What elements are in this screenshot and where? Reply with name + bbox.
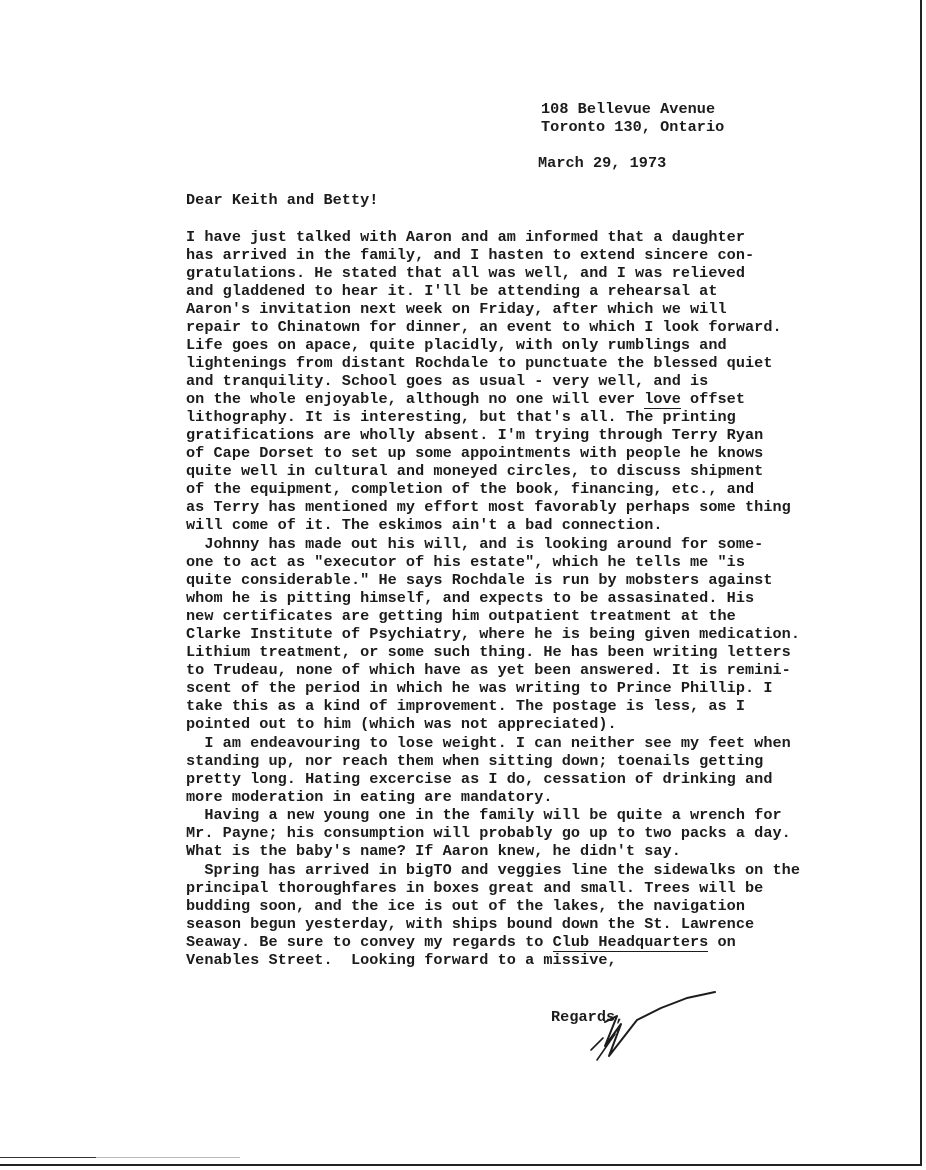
body-line: season begun yesterday, with ships bound down the St. Lawrence bbox=[186, 915, 755, 933]
body-line: more moderation in eating are mandatory. bbox=[186, 788, 553, 806]
body-line: to Trudeau, none of which have as yet been answered. It is remini- bbox=[186, 661, 791, 679]
body-line-text: Seaway. Be sure to convey my regards to bbox=[186, 933, 553, 951]
body-line: and gladdened to hear it. I'll be attending a rehearsal at bbox=[186, 282, 718, 300]
body-line: as Terry has mentioned my effort most favorably perhaps some thing bbox=[186, 498, 791, 516]
body-line: will come of it. The eskimos ain't a bad connection. bbox=[186, 516, 663, 534]
underlined-word: love bbox=[644, 390, 681, 408]
body-line: Having a new young one in the family will be quite a wrench for bbox=[186, 806, 782, 824]
body-line: lithography. It is interesting, but that's all. The printing bbox=[186, 408, 736, 426]
address-line-1: 108 Bellevue Avenue bbox=[541, 100, 716, 118]
body-line: take this as a kind of improvement. The postage is less, as I bbox=[186, 697, 746, 715]
body-line-text: on the whole enjoyable, although no one will ever bbox=[186, 390, 645, 408]
salutation: Dear Keith and Betty! bbox=[186, 191, 379, 209]
body-line: What is the baby's name? If Aaron knew, he didn't say. bbox=[186, 842, 681, 860]
body-line: principal thoroughfares in boxes great and small. Trees will be bbox=[186, 879, 764, 897]
body-line: Life goes on apace, quite placidly, with only rumblings and bbox=[186, 336, 727, 354]
body-line: gratulations. He stated that all was well, and I was relieved bbox=[186, 264, 746, 282]
body-line: repair to Chinatown for dinner, an event to which I look forward. bbox=[186, 318, 782, 336]
underlined-phrase: Club Headquarters bbox=[552, 933, 709, 951]
body-line: has arrived in the family, and I hasten to extend sincere con- bbox=[186, 246, 755, 264]
body-line: new certificates are getting him outpatient treatment at the bbox=[186, 607, 736, 625]
body-line: pretty long. Hating excercise as I do, cessation of drinking and bbox=[186, 770, 773, 788]
body-line: I have just talked with Aaron and am informed that a daughter bbox=[186, 228, 746, 246]
body-line: and tranquility. School goes as usual - very well, and is bbox=[186, 372, 709, 390]
body-line: Mr. Payne; his consumption will probably go up to two packs a day. bbox=[186, 824, 791, 842]
address-line-2: Toronto 130, Ontario bbox=[541, 118, 725, 136]
body-line: Lithium treatment, or some such thing. He has been writing letters bbox=[186, 643, 791, 661]
body-line: quite considerable." He says Rochdale is run by mobsters against bbox=[186, 571, 773, 589]
footer-scan-rule bbox=[0, 1157, 240, 1158]
body-line: budding soon, and the ice is out of the lakes, the navigation bbox=[186, 897, 746, 915]
body-line: Clarke Institute of Psychiatry, where he is being given medication. bbox=[186, 625, 800, 643]
body-line: pointed out to him (which was not appreciated). bbox=[186, 715, 617, 733]
body-line-text: offset bbox=[680, 390, 746, 408]
body-line: standing up, nor reach them when sitting down; toenails getting bbox=[186, 752, 764, 770]
body-line: Aaron's invitation next week on Friday, after which we will bbox=[186, 300, 727, 318]
letter-date: March 29, 1973 bbox=[538, 154, 667, 172]
body-line: quite well in cultural and moneyed circles, to discuss shipment bbox=[186, 462, 764, 480]
handwritten-signature bbox=[575, 990, 725, 1070]
body-line: one to act as "executor of his estate", which he tells me "is bbox=[186, 553, 746, 571]
body-line bbox=[186, 933, 736, 951]
body-line: Venables Street. Looking forward to a missive, bbox=[186, 951, 617, 969]
body-line bbox=[186, 390, 745, 408]
closing: Regards, bbox=[551, 1008, 625, 1026]
body-line-text: on bbox=[708, 933, 736, 951]
body-line: scent of the period in which he was writing to Prince Phillip. I bbox=[186, 679, 773, 697]
body-line: I am endeavouring to lose weight. I can neither see my feet when bbox=[186, 734, 791, 752]
body-line: Johnny has made out his will, and is looking around for some- bbox=[186, 535, 764, 553]
body-line: of the equipment, completion of the book, financing, etc., and bbox=[186, 480, 755, 498]
body-line: gratifications are wholly absent. I'm trying through Terry Ryan bbox=[186, 426, 764, 444]
body-line: of Cape Dorset to set up some appointments with people he knows bbox=[186, 444, 764, 462]
body-line: whom he is pitting himself, and expects to be assasinated. His bbox=[186, 589, 755, 607]
body-line: Spring has arrived in bigTO and veggies line the sidewalks on the bbox=[186, 861, 800, 879]
body-line: lightenings from distant Rochdale to punctuate the blessed quiet bbox=[186, 354, 773, 372]
